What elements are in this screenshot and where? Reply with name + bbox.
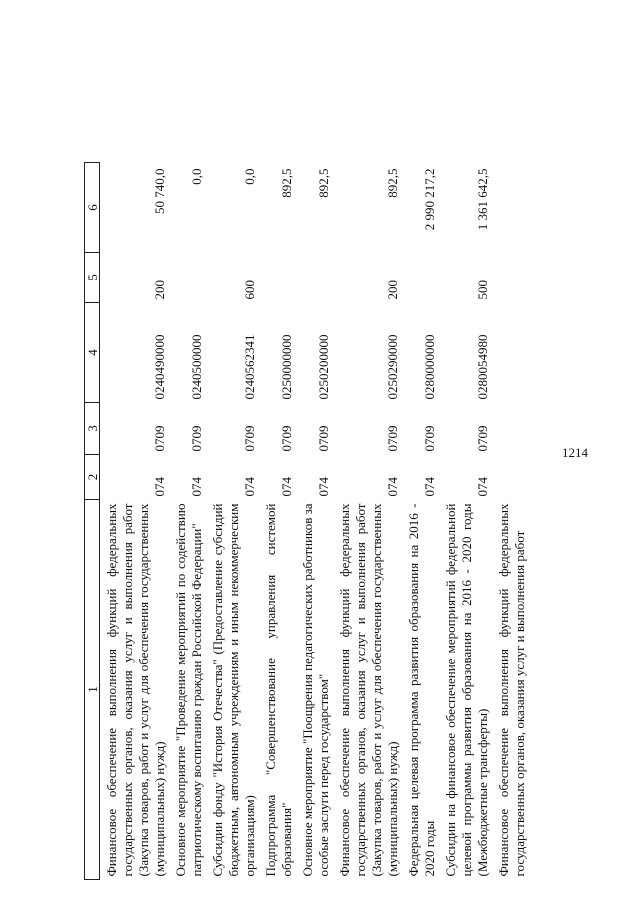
row-description: Финансовое обеспечение выполнения функций федеральных государственных органов, оказания услуг и выполнения работ (Закупка товаров, работ и услуг для обеспечения государственных (муниципальных) нужд)	[337, 503, 400, 877]
expense-type-code: 200	[152, 280, 167, 300]
target-article-code: 0240500000	[189, 334, 204, 400]
amount: 2 990 217,2	[422, 168, 437, 231]
section-code: 0709	[385, 425, 400, 452]
target-article-code: 0240490000	[152, 334, 167, 400]
amount	[492, 163, 529, 253]
amount: 1 361 642,5	[475, 168, 490, 231]
row-description: Федеральная целевая программа развития образования на 2016 - 2020 годы	[406, 503, 437, 877]
header-col-5: 5	[85, 253, 100, 303]
table-row	[333, 163, 402, 880]
row-description: Основное мероприятие "Поощрения педагогических работников за особые заслуги перед государством"	[300, 503, 331, 877]
target-article-code: 0250200000	[316, 334, 331, 400]
section-code: 0709	[316, 425, 331, 452]
amount: 892,5	[385, 168, 400, 198]
amount: 0,0	[242, 168, 257, 185]
section-code: 0709	[189, 425, 204, 452]
table-row	[402, 163, 439, 880]
ministry-code: 074	[475, 477, 490, 497]
header-col-6: 6	[85, 163, 100, 253]
ministry-code: 074	[422, 477, 437, 497]
section-code: 0709	[475, 425, 490, 452]
table-row	[439, 163, 492, 880]
row-description: Субсидии на финансовое обеспечение мероприятий федеральной целевой программы развития образования на 2016 - 2020 годы (Межбюджетные трансферты)	[443, 503, 490, 877]
ministry-code	[492, 455, 529, 500]
amount: 50 740,0	[152, 168, 167, 214]
section-code: 0709	[422, 425, 437, 452]
row-description: Финансовое обеспечение выполнения функций федеральных государственных органов, оказания услуг и выполнения работ	[496, 503, 527, 877]
table-row	[296, 163, 333, 880]
expense-type-code	[169, 253, 206, 303]
ministry-code: 074	[189, 477, 204, 497]
target-article-code	[492, 303, 529, 403]
expense-type-code	[259, 253, 296, 303]
row-description: Подпрограмма "Совершенствование управления системой образования"	[263, 503, 294, 877]
row-description: Финансовое обеспечение выполнения функций федеральных государственных органов, оказания услуг и выполнения работ (Закупка товаров, работ и услуг для обеспечения государственных (муниципальных) нужд)	[104, 503, 167, 877]
section-code	[492, 403, 529, 455]
page-number: 1214	[562, 445, 588, 460]
expense-type-code: 500	[475, 280, 490, 300]
row-description: Субсидии фонду "История Отечества" (Предоставление субсидий бюджетным, автономным учреждениям и иным некоммерческим организациям)	[210, 503, 257, 877]
target-article-code: 0280054980	[475, 334, 490, 400]
budget-table	[84, 162, 529, 880]
table-row	[169, 163, 206, 880]
amount: 892,5	[279, 168, 294, 198]
header-col-3: 3	[85, 403, 100, 455]
expense-type-code	[296, 253, 333, 303]
amount: 892,5	[316, 168, 331, 198]
ministry-code: 074	[279, 477, 294, 497]
table-row	[206, 163, 259, 880]
ministry-code: 074	[316, 477, 331, 497]
target-article-code: 0250000000	[279, 334, 294, 400]
section-code: 0709	[242, 425, 257, 452]
expense-type-code	[492, 253, 529, 303]
target-article-code: 0250290000	[385, 334, 400, 400]
row-description: Основное мероприятие "Проведение мероприятий по содействию патриотическому воспитанию граждан Российской Федерации"	[173, 503, 204, 877]
ministry-code: 074	[152, 477, 167, 497]
table-row	[259, 163, 296, 880]
expense-type-code	[402, 253, 439, 303]
expense-type-code: 200	[385, 280, 400, 300]
expense-type-code: 600	[242, 280, 257, 300]
ministry-code: 074	[385, 477, 400, 497]
target-article-code: 0280000000	[422, 334, 437, 400]
ministry-code: 074	[242, 477, 257, 497]
header-col-1: 1	[85, 500, 100, 880]
header-row	[85, 163, 100, 880]
target-article-code: 0240562341	[242, 334, 257, 400]
section-code: 0709	[279, 425, 294, 452]
section-code: 0709	[152, 425, 167, 452]
header-col-2: 2	[85, 455, 100, 500]
table-row	[100, 163, 170, 880]
header-col-4: 4	[85, 303, 100, 403]
amount: 0,0	[189, 168, 204, 185]
table-row	[492, 163, 529, 880]
